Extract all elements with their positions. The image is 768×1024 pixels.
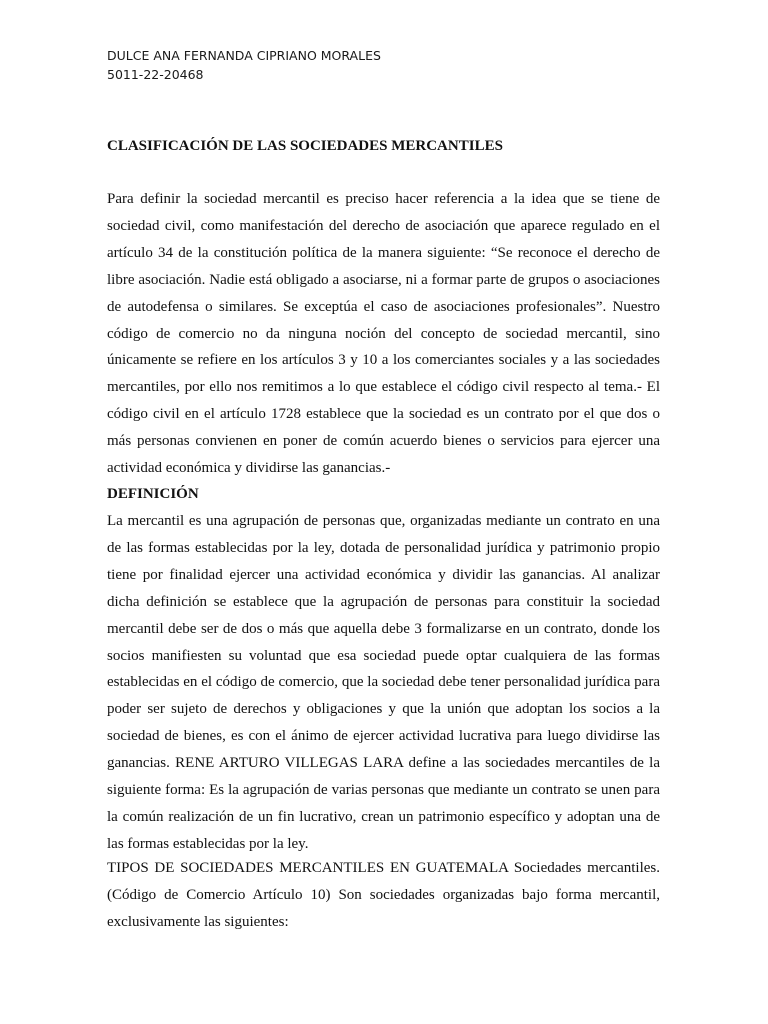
document-title: CLASIFICACIÓN DE LAS SOCIEDADES MERCANTILES	[107, 138, 503, 154]
definition-heading: DEFINICIÓN	[107, 486, 199, 502]
document-header	[107, 46, 381, 84]
author-name: DULCE ANA FERNANDA CIPRIANO MORALES	[107, 48, 381, 63]
paragraph-definition: La mercantil es una agrupación de personas que, organizadas mediante un contrato en una de las formas establecidas por la ley, dotada de personalidad jurídica y patrimonio propio tiene por finalidad ejercer una actividad económica y dividir las ganancias. Al analizar dicha definición se establece que la agrupación de personas para constituir la sociedad mercantil debe ser de dos o más que aquella debe 3 formalizarse en un contrato, donde los socios manifiesten su voluntad que esa sociedad puede optar cualquiera de las formas establecidas en el código de comercio, que la sociedad debe tener personalidad jurídica para poder ser sujeto de derechos y obligaciones y que la unión que adoptan los socios a la sociedad de bienes, es con el ánimo de ejercer actividad lucrativa para luego dividirse las ganancias. RENE ARTURO VILLEGAS LARA define a las sociedades mercantiles de la siguiente forma: Es la agrupación de varias personas que mediante un contrato se unen para la común realización de un fin lucrativo, crean un patrimonio específico y adoptan una de las formas establecidas por la ley.	[107, 513, 660, 852]
paragraph-types: TIPOS DE SOCIEDADES MERCANTILES EN GUATEMALA Sociedades mercantiles. (Código de Comercio Artículo 10) Son sociedades organizadas bajo forma mercantil, exclusivamente las siguientes:	[107, 860, 660, 930]
paragraph-intro: Para definir la sociedad mercantil es preciso hacer referencia a la idea que se tiene de sociedad civil, como manifestación del derecho de asociación que aparece regulado en el artículo 34 de la constitución política de la manera siguiente: “Se reconoce el derecho de libre asociación. Nadie está obligado a asociarse, ni a formar parte de grupos o asociaciones de autodefensa o similares. Se exceptúa el caso de asociaciones profesionales”. Nuestro código de comercio no da ninguna noción del concepto de sociedad mercantil, sino únicamente se refiere en los artículos 3 y 10 a los comerciantes sociales y a las sociedades mercantiles, por ello nos remitimos a lo que establece el código civil respecto al tema.- El código civil en el artículo 1728 establece que la sociedad es un contrato por el que dos o más personas convienen en poner de común acuerdo bienes o servicios para ejercer una actividad económica y dividirse las ganancias.-	[107, 191, 660, 477]
student-id: 5011-22-20468	[107, 67, 204, 82]
